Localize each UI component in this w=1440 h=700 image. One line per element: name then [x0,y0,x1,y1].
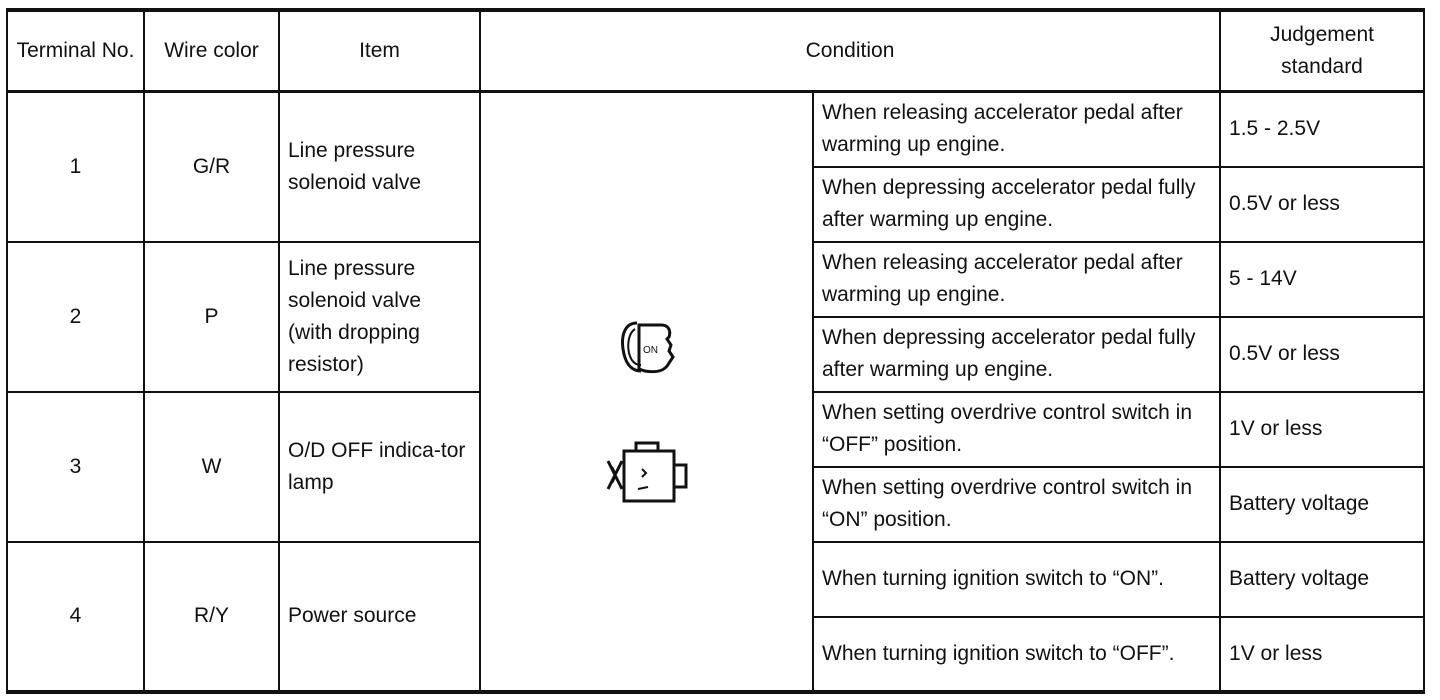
condition-text: When turning ignition switch to “ON”. [813,542,1220,617]
judgement-value: Battery voltage [1220,542,1424,617]
terminal-inspection-table [6,8,1425,694]
terminal-table-wrapper [6,8,1426,694]
judgement-value: 1V or less [1220,392,1424,467]
judgement-value: Battery voltage [1220,467,1424,542]
wire-color: R/Y [144,542,279,692]
header-row [7,10,1424,92]
item-name: Power source [279,542,480,692]
condition-icons-cell [480,92,813,692]
item-name: Line pressure solenoid valve [279,92,480,242]
header-judgement: Judgement standard [1220,10,1424,92]
judgement-value: 0.5V or less [1220,167,1424,242]
ignition-key-on-icon [615,315,679,379]
condition-text: When setting overdrive control switch in “ON” position. [813,467,1220,542]
item-name: O/D OFF indica-tor lamp [279,392,480,542]
header-wire-color: Wire color [144,10,279,92]
wire-color: W [144,392,279,542]
terminal-number: 1 [7,92,144,242]
condition-text: When releasing accelerator pedal after warming up engine. [813,242,1220,317]
condition-text: When depressing accelerator pedal fully after warming up engine. [813,167,1220,242]
judgement-value: 5 - 14V [1220,242,1424,317]
header-terminal: Terminal No. [7,10,144,92]
item-name: Line pressure solenoid valve (with dropping resistor) [279,242,480,392]
engine-running-icon [602,439,692,509]
terminal-number: 3 [7,392,144,542]
wire-color: P [144,242,279,392]
terminal-number: 4 [7,542,144,692]
condition-text: When setting overdrive control switch in “OFF” position. [813,392,1220,467]
judgement-value: 0.5V or less [1220,317,1424,392]
condition-text: When turning ignition switch to “OFF”. [813,617,1220,692]
condition-text: When depressing accelerator pedal fully after warming up engine. [813,317,1220,392]
header-item: Item [279,10,480,92]
condition-text: When releasing accelerator pedal after warming up engine. [813,92,1220,167]
wire-color: G/R [144,92,279,242]
terminal-number: 2 [7,242,144,392]
key-on-label: ON [642,345,658,357]
judgement-value: 1V or less [1220,617,1424,692]
judgement-value: 1.5 - 2.5V [1220,92,1424,167]
header-condition: Condition [480,10,1220,92]
table-row [7,92,1424,167]
